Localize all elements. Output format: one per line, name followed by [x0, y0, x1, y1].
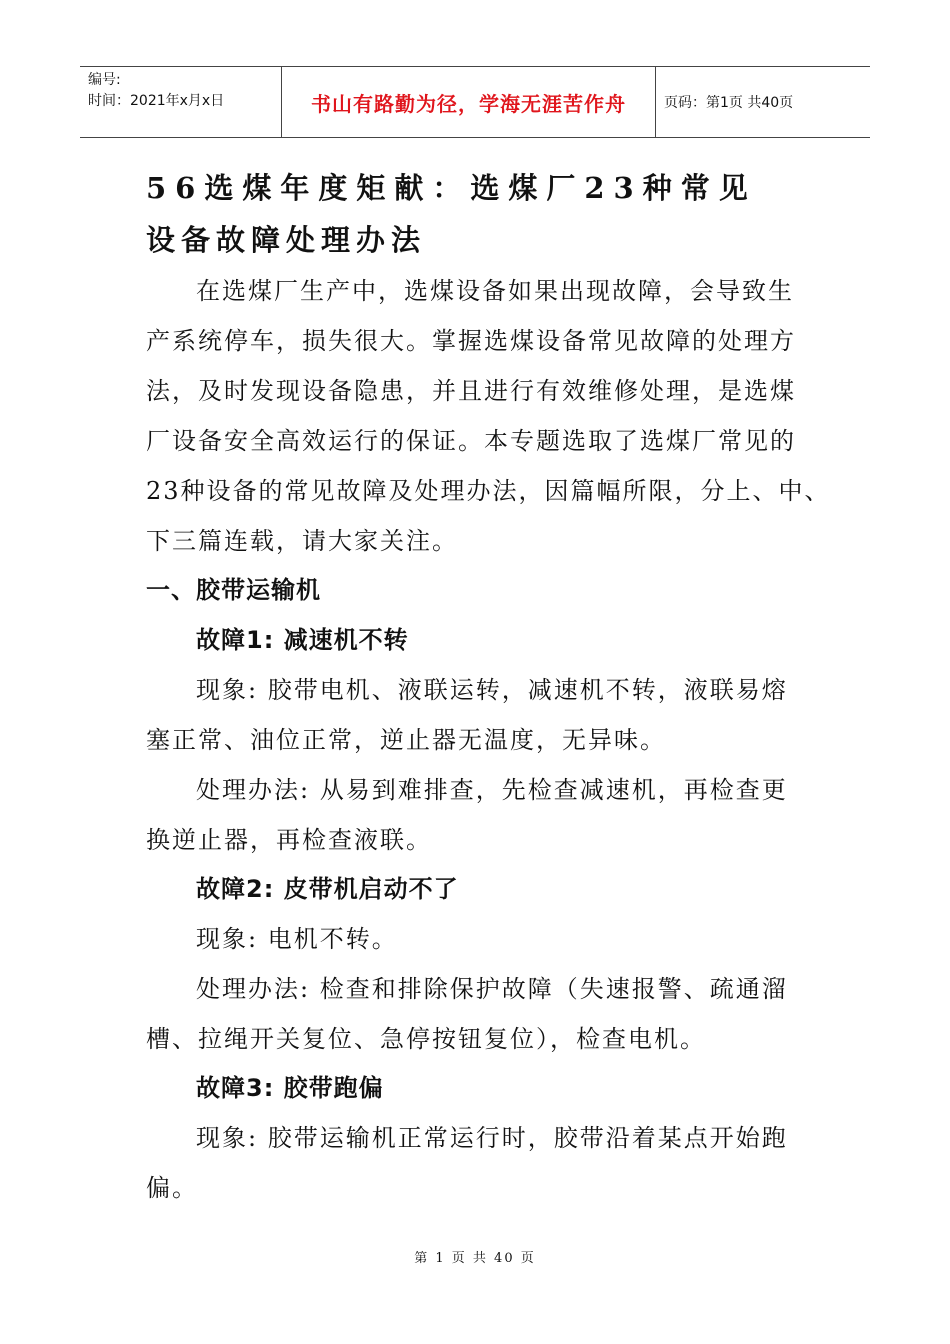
header-motto-cell [282, 67, 656, 137]
page-footer: 第 1 页 共 40 页 [414, 1251, 536, 1266]
fault-solution-line: 换逆止器，再检查液联。 [146, 826, 432, 854]
section-heading: 一、胶带运输机 [146, 576, 321, 604]
code-label: 编号: [88, 72, 121, 88]
fault-solution-line: 处理办法: 检查和排除保护故障（失速报警、疏通溜 [196, 975, 788, 1003]
intro-line: 下三篇连载，请大家关注。 [146, 527, 458, 555]
fault-heading: 故障2: 皮带机启动不了 [196, 875, 459, 903]
header-page-cell [656, 67, 870, 137]
fault-symptom-line: 现象: 胶带电机、液联运转，减速机不转，液联易熔 [196, 676, 788, 704]
fault-symptom-line: 偏。 [146, 1174, 198, 1202]
header-meta-cell [80, 67, 282, 137]
intro-line: 厂设备安全高效运行的保证。本专题选取了选煤厂常见的 [146, 427, 796, 455]
motto-text: 书山有路勤为径，学海无涯苦作舟 [311, 91, 626, 116]
intro-line: 法，及时发现设备隐患，并且进行有效维修处理，是选煤 [146, 377, 796, 405]
fault-solution-line: 槽、拉绳开关复位、急停按钮复位），检查电机。 [146, 1025, 706, 1053]
fault-symptom-line: 现象: 胶带运输机正常运行时，胶带沿着某点开始跑 [196, 1124, 788, 1152]
fault-heading: 故障1: 减速机不转 [196, 626, 409, 654]
time-label: 时间：2021年x月x日 [88, 93, 225, 109]
intro-line: 产系统停车，损失很大。掌握选煤设备常见故障的处理方 [146, 327, 796, 355]
fault-heading: 故障3: 胶带跑偏 [196, 1074, 384, 1102]
intro-line: 在选煤厂生产中，选煤设备如果出现故障，会导致生 [196, 277, 794, 305]
fault-symptom-line: 塞正常、油位正常，逆止器无温度，无异味。 [146, 726, 666, 754]
intro-line: 23种设备的常见故障及处理办法，因篇幅所限，分上、中、 [146, 477, 831, 505]
fault-symptom-line: 现象: 电机不转。 [196, 925, 398, 953]
document-title-line-2: 设备故障处理办法 [146, 223, 427, 257]
fault-solution-line: 处理办法: 从易到难排查，先检查减速机，再检查更 [196, 776, 788, 804]
document-title-line-1: 56选煤年度矩献：选煤厂23种常见 [146, 171, 757, 205]
document-header [80, 66, 870, 138]
page-info: 页码：第1页 共40页 [664, 95, 794, 111]
